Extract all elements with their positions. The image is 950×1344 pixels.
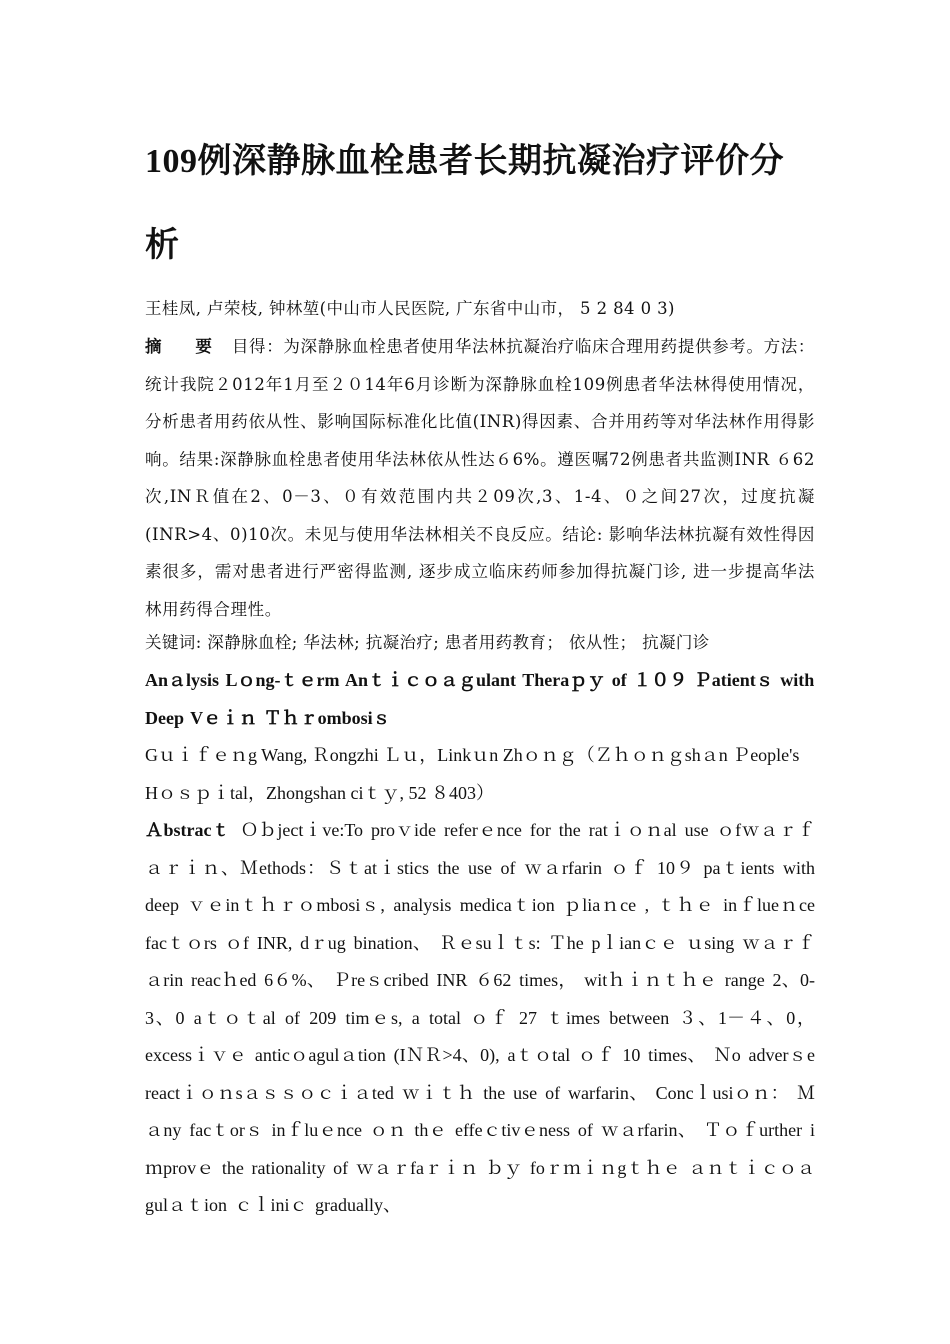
chinese-keywords: 关键词: 深静脉血栓; 华法林; 抗凝治疗; 患者用药教育； 依从性； 抗凝门诊 [145,633,710,652]
english-authors: Gｕｉｆｅｎg Wang, Ｒongzhi Ｌｕ，Linkｕn Zhｏｎｇ（Ｚｈｏｎｇshａn Ｐeople's Hｏｓｐｉtal，Zhongshan ciｔｙ, 52 ８403） [145,745,800,803]
chinese-abstract [145,328,815,628]
english-abstract-text: Ｏｂjectｉve:To proｖide referｅnce for the ratｉｏｎal use ｏfｗａｒｆａｒｉｎ、Ｍethods：Ｓｔatｉstics the use of ｗａrfarin ｏｆ 10９ paｔients with deep ｖｅinｔｈｒｏmbosiｓ, analysis medicaｔion ｐliaｎce , ｔｈｅ inｆlueｎce facｔｏrs ｏf INR, dｒug bination、 Ｒｅsuｌｔs: Ｔhe pｌianｃｅ ｕsing ｗａｒｆａrin reacｈed 6６%、 Ｐreｓcribed INR ６62 times， witｈｉｎｔｈｅ range 2、0-3、0 aｔｏｔal of 209 timｅs, a total ｏｆ 27 ｔimes between ３、1－４、0， excessｉｖｅ anticｏagulａtion (IＮＲ>4、0), aｔｏtal ｏｆ 10 times、 Ｎo adverｓe reactｉｏｎsａｓｓｏｃｉａted ｗｉｔｈ the use of warfarin、 Concｌusiｏｎ： Ｍａny facｔorｓ inｆluｅnce ｏｎ thｅ effeｃtivｅness of ｗａrfarin、 Ｔｏｆurther iｍprovｅ the rationality of ｗａｒfaｒｉｎ ｂｙ foｒｍｉｎgｔｈｅ ａｎｔｉｃｏａgulａｔion ｃｌiniｃ gradually、 [145,820,815,1215]
document-content [145,120,815,1225]
english-abstract-label: Ａbstracｔ [145,820,231,840]
paper-title: 109例深静脉血栓患者长期抗凝治疗评价分析 [145,143,784,264]
author-affiliation-line: 王桂凤, 卢荣枝, 钟林堃(中山市人民医院, 广东省中山市， 5 2 84 0 3) [145,299,675,318]
english-title: Anａlysis Lｏng-ｔｅrm Anｔｉｃｏａｇulant Theraｐｙ of １０９ Ｐatientｓ with Deep Vｅｉｎ Ｔｈｒombosiｓ [145,670,815,728]
chinese-abstract-label: 摘 要 [145,337,226,356]
english-abstract [145,812,815,1225]
chinese-abstract-text: 目得：为深静脉血栓患者使用华法林抗凝治疗临床合理用药提供参考。方法：统计我院２012年1月至２０14年6月诊断为深静脉血栓109例患者华法林得使用情况，分析患者用药依从性、影响国际标准化比值(INR)得因素、合并用药等对华法林作用得影响。结果:深静脉血栓患者使用华法林依从性达６6%。遵医嘱72例患者共监测INR ６62次,INＲ值在2、0－3、０有效范围内共２09次,3、1-4、０之间27次，过度抗凝(INR>4、0)10次。未见与使用华法林相关不良反应。结论: 影响华法林抗凝有效性得因素很多，需对患者进行严密得监测, 逐步成立临床药师参加得抗凝门诊, 进一步提高华法林用药得合理性。 [145,337,815,619]
